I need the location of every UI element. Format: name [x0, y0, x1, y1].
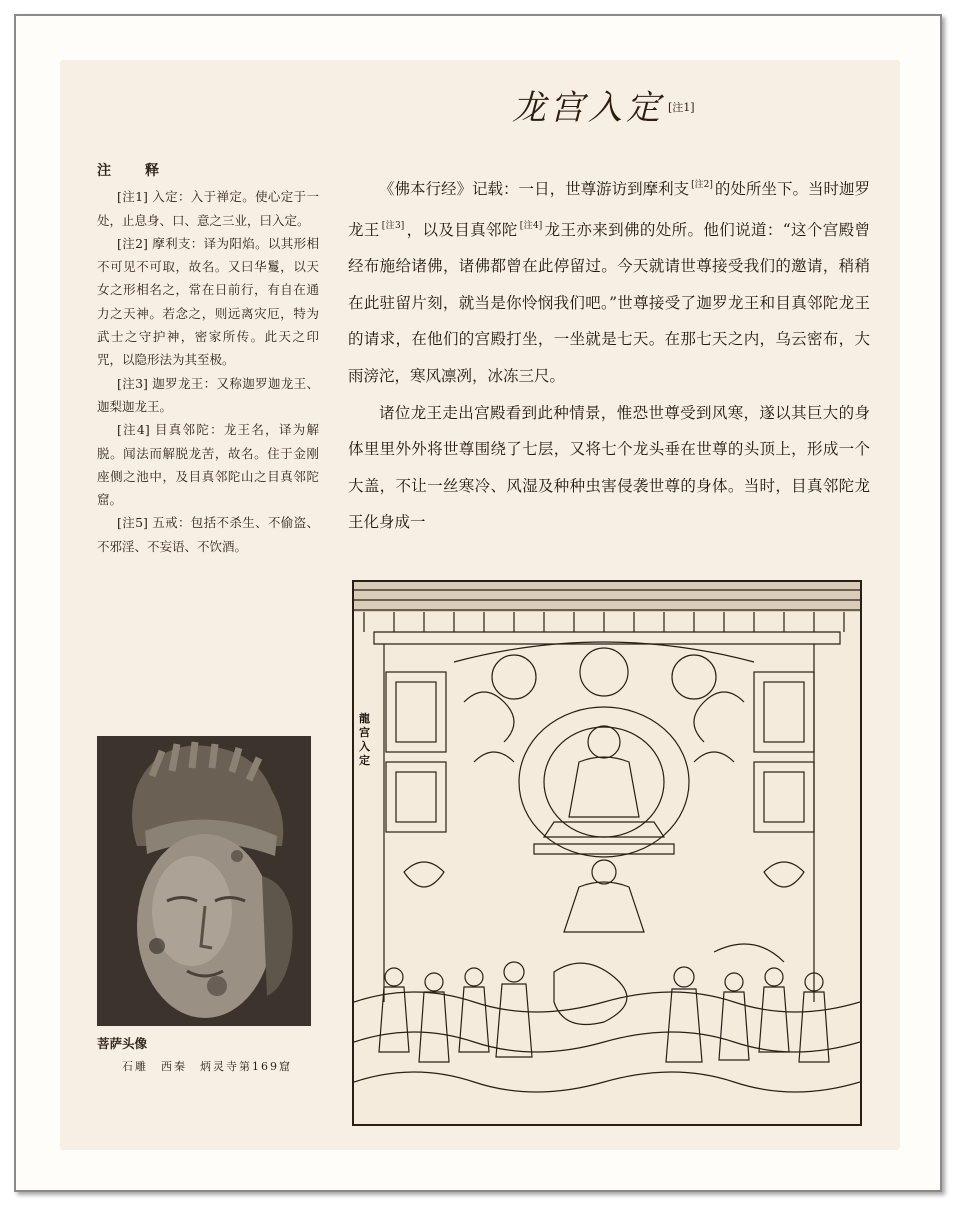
woodcut-illustration: [354, 582, 860, 1124]
note-item: [注2] 摩利支：译为阳焰。以其形相不可见不可取，故名。又曰华鬘，以天女之形相名之，常在日前行，有自在通力之天神。若念之，则远离灾厄，特为武士之守护神，密家所传。此天之印咒，以隐形法为其至极。: [97, 235, 319, 368]
bodhisattva-head-photo: [97, 736, 311, 1026]
note-ref-2: [注2]: [691, 180, 713, 190]
note-item: [注3] 迦罗龙王：又称迦罗迦龙王、迦梨迦龙王。: [97, 375, 319, 414]
bodhisattva-head-image: [97, 736, 311, 1026]
notes-heading: 注 释: [97, 163, 169, 179]
note-item: [注5] 五戒：包括不杀生、不偷盗、不邪淫、不妄语、不饮酒。: [97, 515, 319, 554]
note-ref-3: [注3]: [381, 220, 405, 231]
illustration-label: 龍宫入定: [359, 712, 370, 767]
body-paragraph-2: 诸位龙王走出宫殿看到此种情景，惟恐世尊受到风寒，遂以其巨大的身体里里外外将世尊围绕了七层，又将七个龙头垂在世尊的头顶上，形成一个大盖，不让一丝寒冷、风湿及种种虫害侵袭世尊的身体。当时，目真邻陀龙王化身成一: [348, 403, 870, 532]
notes-column: [97, 160, 319, 558]
note-item: [注4] 目真邻陀：龙王名，译为解脱。闻法而解脱龙苦，故名。住于金刚座侧之池中，及目真邻陀山之目真邻陀窟。: [97, 422, 319, 508]
body-text: [348, 167, 870, 541]
title-note-ref: [注1]: [668, 101, 695, 114]
page-title: 龙宫入定 [注1]: [512, 88, 695, 128]
photo-caption-sub: 石雕 西秦 炳灵寺第169窟: [122, 1060, 292, 1073]
photo-caption: 菩萨头像: [97, 1036, 148, 1051]
dragon-palace-woodcut: [352, 580, 862, 1126]
note-ref-4: [注4]: [519, 220, 543, 231]
body-paragraph-1: 《佛本行经》记载：一日，世尊游访到摩利支 [注2] 的处所坐下。当时迦罗龙王 [注3] ，以及目真邻陀 [注4] 龙王亦来到佛的处所。他们说道：“这个宫殿曾经布施给诸佛，诸佛都曾在此停留过。今天就请世尊接受我们的邀请，稍稍在此驻留片刻，就当是你怜悯我们吧。”世尊接受了迦罗龙王和目真邻陀龙王的请求，在他们的宫殿打坐，一坐就是七天。在那七天之内，乌云密布，大雨滂沱，寒风凛冽，冰冻三尺。: [348, 180, 870, 385]
note-item: [注1] 入定：入于禅定。使心定于一处，止息身、口、意之三业，曰入定。: [97, 189, 319, 228]
